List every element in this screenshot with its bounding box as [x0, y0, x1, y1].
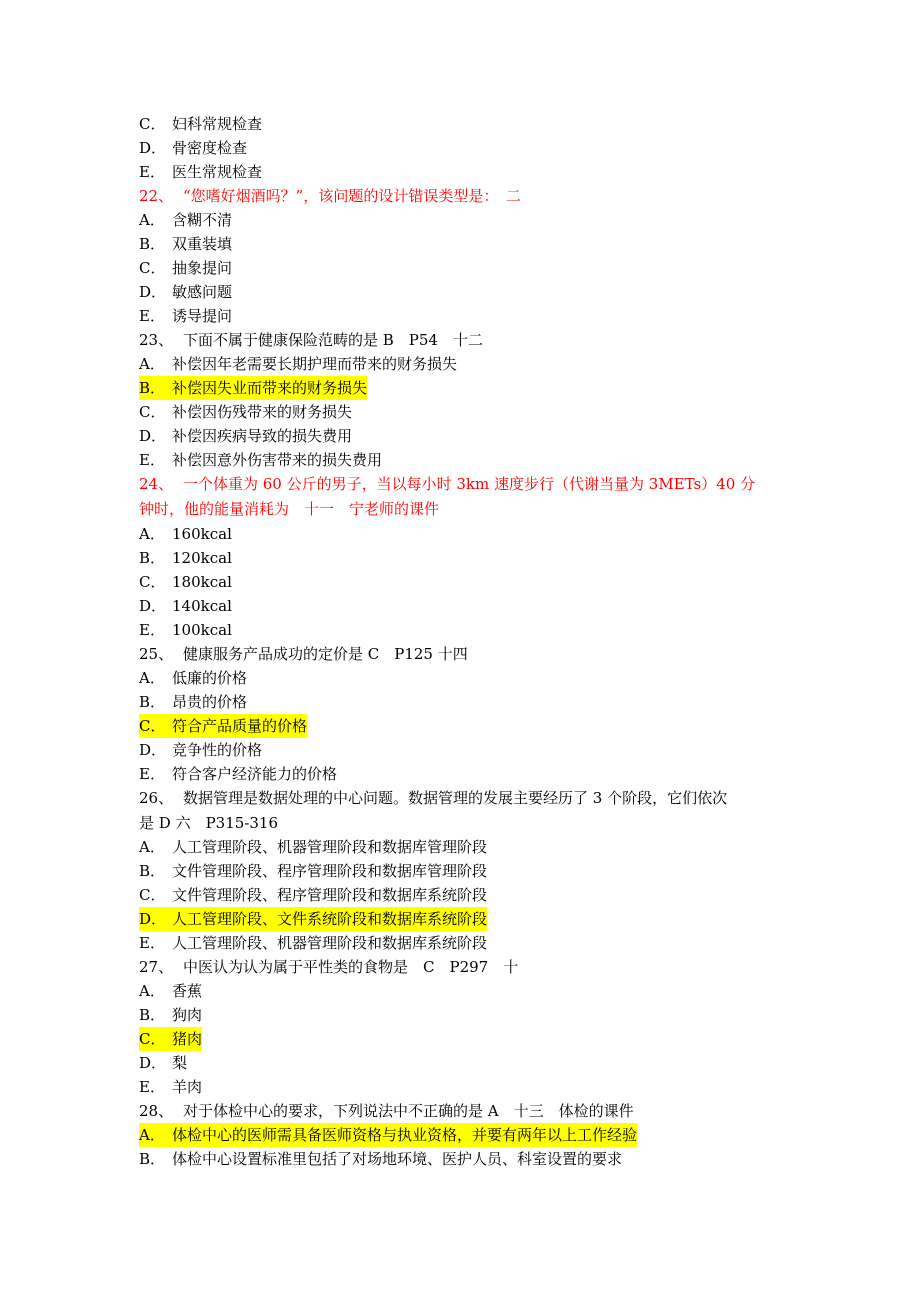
option-text: 妇科常规检查 [172, 115, 263, 133]
option-label: B． [139, 379, 166, 397]
q28-option-a-answer [139, 1123, 789, 1147]
option-text: 符合客户经济能力的价格 [172, 765, 338, 783]
question-number: 22、 [139, 187, 174, 205]
q26-option-a [139, 835, 789, 859]
q22-option-c [139, 256, 789, 280]
option-text: 人工管理阶段、文件系统阶段和数据库系统阶段 [172, 910, 488, 928]
q25-option-d [139, 738, 789, 762]
option-text: 双重装填 [172, 235, 233, 253]
question-number: 23、 [139, 331, 174, 349]
question-text: 数据管理是数据处理的中心问题。数据管理的发展主要经历了 3 个阶段，它们依次 [183, 789, 728, 807]
question-text-continued: 钟时，他的能量消耗为 十一 宁老师的课件 [139, 500, 440, 518]
option-text: 香蕉 [172, 982, 203, 1000]
option-label: A． [139, 982, 165, 1000]
option-text: 补偿因年老需要长期护理而带来的财务损失 [172, 355, 458, 373]
q26-stem-line1 [139, 786, 789, 811]
option-text: 猪肉 [172, 1030, 203, 1048]
q26-option-c [139, 883, 789, 907]
option-label: E． [139, 307, 165, 325]
question-number: 27、 [139, 958, 174, 976]
q27-option-b [139, 1003, 789, 1027]
q24-option-d [139, 594, 789, 618]
q22-option-d [139, 280, 789, 304]
question-text: 健康服务产品成功的定价是 C P125 十四 [183, 645, 468, 663]
option-text: 体检中心设置标准里包括了对场地环境、医护人员、科室设置的要求 [172, 1150, 623, 1168]
option-label: A． [139, 669, 165, 687]
option-label: E． [139, 934, 165, 952]
option-label: D． [139, 427, 167, 445]
option-text: 160kcal [172, 525, 232, 543]
q22-option-a [139, 208, 789, 232]
option-label: C． [139, 717, 166, 735]
q27-option-a [139, 979, 789, 1003]
q24-option-a [139, 522, 789, 546]
q25-option-a [139, 666, 789, 690]
q25-stem [139, 642, 789, 666]
question-number: 25、 [139, 645, 174, 663]
option-label: E． [139, 1078, 165, 1096]
q22-option-b [139, 232, 789, 256]
option-text: 体检中心的医师需具备医师资格与执业资格，并要有两年以上工作经验 [172, 1126, 638, 1144]
q23-stem [139, 328, 789, 352]
q28-stem [139, 1099, 789, 1123]
option-text: 低廉的价格 [172, 669, 248, 687]
option-label: C． [139, 259, 166, 277]
option-label: A． [139, 838, 165, 856]
question-text: 一个体重为 60 公斤的男子，当以每小时 3km 速度步行（代谢当量为 3METs）40 分 [183, 475, 756, 493]
option-text: 羊肉 [172, 1078, 203, 1096]
option-text: 补偿因伤残带来的财务损失 [172, 403, 353, 421]
option-label: B． [139, 1006, 166, 1024]
q26-option-b [139, 859, 789, 883]
q25-option-e [139, 762, 789, 786]
option-label: B． [139, 693, 166, 711]
q24-stem-line2 [139, 497, 789, 522]
option-text: 符合产品质量的价格 [172, 717, 308, 735]
answer-highlight [139, 907, 487, 931]
option-text: 抽象提问 [172, 259, 233, 277]
answer-highlight [139, 1123, 637, 1147]
answer-highlight [139, 376, 367, 400]
q21-option-c [139, 112, 789, 136]
option-text: 人工管理阶段、机器管理阶段和数据库管理阶段 [172, 838, 488, 856]
option-text: 竞争性的价格 [172, 741, 263, 759]
q25-option-b [139, 690, 789, 714]
question-number: 24、 [139, 475, 174, 493]
q27-option-c-answer [139, 1027, 789, 1051]
q24-stem-line1 [139, 472, 789, 497]
q22-option-e [139, 304, 789, 328]
option-text: 140kcal [172, 597, 232, 615]
option-label: D． [139, 597, 167, 615]
option-label: C． [139, 403, 166, 421]
option-text: 敏感问题 [172, 283, 233, 301]
q21-option-d [139, 136, 789, 160]
option-text: 补偿因意外伤害带来的损失费用 [172, 451, 383, 469]
option-label: B． [139, 862, 166, 880]
option-text: 含糊不清 [172, 211, 233, 229]
option-label: B． [139, 1150, 166, 1168]
option-label: C． [139, 115, 166, 133]
q23-option-e [139, 448, 789, 472]
option-text: 骨密度检查 [172, 139, 248, 157]
answer-highlight [139, 714, 307, 738]
option-text: 文件管理阶段、程序管理阶段和数据库管理阶段 [172, 862, 488, 880]
q26-option-e [139, 931, 789, 955]
question-number: 26、 [139, 789, 174, 807]
q23-option-b-answer [139, 376, 789, 400]
q27-option-d [139, 1051, 789, 1075]
q22-stem [139, 184, 789, 208]
option-text: 人工管理阶段、机器管理阶段和数据库系统阶段 [172, 934, 488, 952]
option-text: 100kcal [172, 621, 232, 639]
answer-highlight [139, 1027, 202, 1051]
option-text: 补偿因失业而带来的财务损失 [172, 379, 368, 397]
option-text: 昂贵的价格 [172, 693, 248, 711]
q24-option-e [139, 618, 789, 642]
option-label: D． [139, 910, 167, 928]
option-label: C． [139, 1030, 166, 1048]
document-page [139, 112, 789, 1171]
option-label: C． [139, 573, 166, 591]
option-label: A． [139, 525, 165, 543]
option-text: 狗肉 [172, 1006, 203, 1024]
option-label: A． [139, 211, 165, 229]
question-text: “您嗜好烟酒吗？”，该问题的设计错误类型是： 二 [183, 187, 521, 205]
q24-option-b [139, 546, 789, 570]
option-text: 文件管理阶段、程序管理阶段和数据库系统阶段 [172, 886, 488, 904]
question-number: 28、 [139, 1102, 174, 1120]
q23-option-d [139, 424, 789, 448]
q24-option-c [139, 570, 789, 594]
option-label: C． [139, 886, 166, 904]
option-label: E． [139, 163, 165, 181]
q25-option-c-answer [139, 714, 789, 738]
option-label: D． [139, 1054, 167, 1072]
question-text-continued: 是 D 六 P315-316 [139, 814, 278, 832]
question-text: 中医认为认为属于平性类的食物是 C P297 十 [183, 958, 519, 976]
option-label: B． [139, 235, 166, 253]
option-text: 梨 [172, 1054, 188, 1072]
option-label: B． [139, 549, 166, 567]
q23-option-a [139, 352, 789, 376]
question-text: 下面不属于健康保险范畴的是 B P54 十二 [183, 331, 483, 349]
option-label: A． [139, 355, 165, 373]
question-text: 对于体检中心的要求，下列说法中不正确的是 A 十三 体检的课件 [183, 1102, 634, 1120]
option-label: E． [139, 621, 165, 639]
q27-option-e [139, 1075, 789, 1099]
q28-option-b [139, 1147, 789, 1171]
q23-option-c [139, 400, 789, 424]
option-text: 医生常规检查 [172, 163, 263, 181]
option-label: E． [139, 451, 165, 469]
q27-stem [139, 955, 789, 979]
option-label: D． [139, 741, 167, 759]
option-text: 补偿因疾病导致的损失费用 [172, 427, 353, 445]
option-label: D． [139, 283, 167, 301]
option-text: 诱导提问 [172, 307, 233, 325]
option-text: 120kcal [172, 549, 232, 567]
option-label: D． [139, 139, 167, 157]
q21-option-e [139, 160, 789, 184]
option-text: 180kcal [172, 573, 232, 591]
q26-stem-line2 [139, 811, 789, 835]
option-label: A． [139, 1126, 165, 1144]
option-label: E． [139, 765, 165, 783]
q26-option-d-answer [139, 907, 789, 931]
